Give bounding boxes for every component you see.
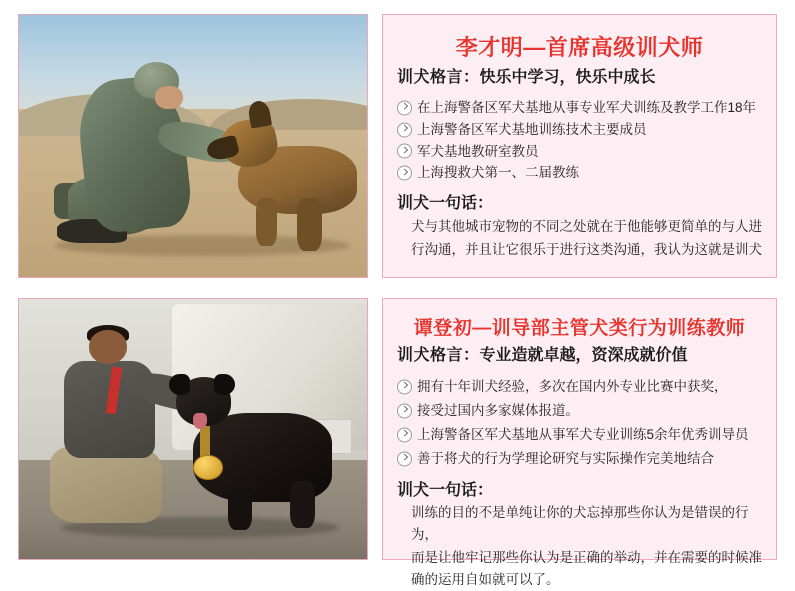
list-item bbox=[397, 423, 762, 447]
list-item bbox=[397, 97, 762, 119]
trainer-head bbox=[89, 330, 127, 364]
list-item bbox=[397, 119, 762, 141]
quote-body-2 bbox=[397, 502, 762, 591]
trainer-title-1: 李才明—首席高级训犬师 bbox=[455, 35, 704, 60]
trainer-info-card-1 bbox=[382, 14, 777, 278]
motto-label-1: 训犬格言： bbox=[397, 69, 480, 86]
quote-line: 而是让他牢记那些你认为是正确的举动，并在需要的时候准 bbox=[411, 549, 762, 565]
quote-line: 训练的目的不是单纯让你的犬忘掉那些你认为是错误的行为， bbox=[411, 504, 749, 543]
motto-label-2: 训犬格言： bbox=[397, 347, 480, 364]
quote-label-1: 训犬一句话： bbox=[397, 195, 494, 213]
check-circle-icon bbox=[397, 403, 412, 418]
trainer-block-2 bbox=[0, 298, 795, 588]
medal-ribbon bbox=[200, 426, 210, 457]
list-item bbox=[397, 399, 762, 423]
list-item bbox=[397, 141, 762, 163]
trainer-credentials-2 bbox=[397, 375, 762, 471]
trainer-block-1 bbox=[0, 14, 795, 278]
credential-text: 接受过国内多家媒体报道。 bbox=[417, 402, 579, 418]
photo-canvas-1 bbox=[19, 15, 367, 277]
trainer-title-2: 谭登初—训导部主管犬类行为训练教师 bbox=[413, 318, 746, 339]
photo-canvas-2 bbox=[19, 299, 367, 559]
check-circle-icon bbox=[397, 144, 412, 159]
medal bbox=[193, 455, 223, 480]
list-item bbox=[397, 375, 762, 399]
credential-text: 拥有十年训犬经验，多次在国内外专业比赛中获奖， bbox=[417, 378, 728, 394]
trainer-motto-1 bbox=[397, 68, 762, 89]
dog-front-leg bbox=[228, 486, 252, 530]
dog-ear-left bbox=[169, 374, 190, 395]
quote-line: 确的运用自如就可以了。 bbox=[411, 572, 560, 588]
quote-body-1 bbox=[397, 215, 762, 261]
check-circle-icon bbox=[397, 100, 412, 115]
check-circle-icon bbox=[397, 122, 412, 137]
dog-hind-leg bbox=[297, 198, 321, 250]
dog-front-leg bbox=[256, 198, 277, 245]
credential-text: 善于将犬的行为学理论研究与实际操作完美地结合 bbox=[417, 450, 714, 466]
motto-text-2: 专业造就卓越，资深成就价值 bbox=[479, 347, 688, 364]
list-item bbox=[397, 162, 762, 184]
check-circle-icon bbox=[397, 451, 412, 466]
trainer-photo-desert-k9 bbox=[18, 14, 368, 278]
credential-text: 上海警备区军犬基地从事军犬专业训练5余年优秀训导员 bbox=[417, 426, 749, 442]
quote-label-2: 训犬一句话： bbox=[397, 481, 494, 499]
trainer-photo-rottweiler bbox=[18, 298, 368, 560]
credential-text: 上海搜救犬第一、二届教练 bbox=[417, 165, 579, 181]
credential-text: 在上海警备区军犬基地从事专业军犬训练及教学工作18年 bbox=[417, 99, 757, 115]
dog-ear-right bbox=[214, 374, 235, 395]
soldier-face bbox=[155, 86, 183, 110]
trainer-motto-2 bbox=[397, 346, 762, 367]
trainer-info-card-2 bbox=[382, 298, 777, 588]
dog-hind-leg bbox=[290, 481, 314, 528]
motto-text-1: 快乐中学习，快乐中成长 bbox=[479, 69, 656, 86]
credential-text: 上海警备区军犬基地训练技术主要成员 bbox=[417, 121, 647, 137]
credential-text: 军犬基地教研室教员 bbox=[417, 143, 539, 159]
trainer-credentials-1 bbox=[397, 97, 762, 184]
quote-line: 犬与其他城市宠物的不同之处就在于他能够更简单的与人进 bbox=[411, 219, 762, 235]
check-circle-icon bbox=[397, 166, 412, 181]
list-item bbox=[397, 447, 762, 471]
check-circle-icon bbox=[397, 427, 412, 442]
dog-tongue bbox=[193, 413, 207, 429]
check-circle-icon bbox=[397, 379, 412, 394]
quote-line: 行沟通，并且让它很乐于进行这类沟通，我认为这就是训犬 bbox=[411, 242, 762, 258]
